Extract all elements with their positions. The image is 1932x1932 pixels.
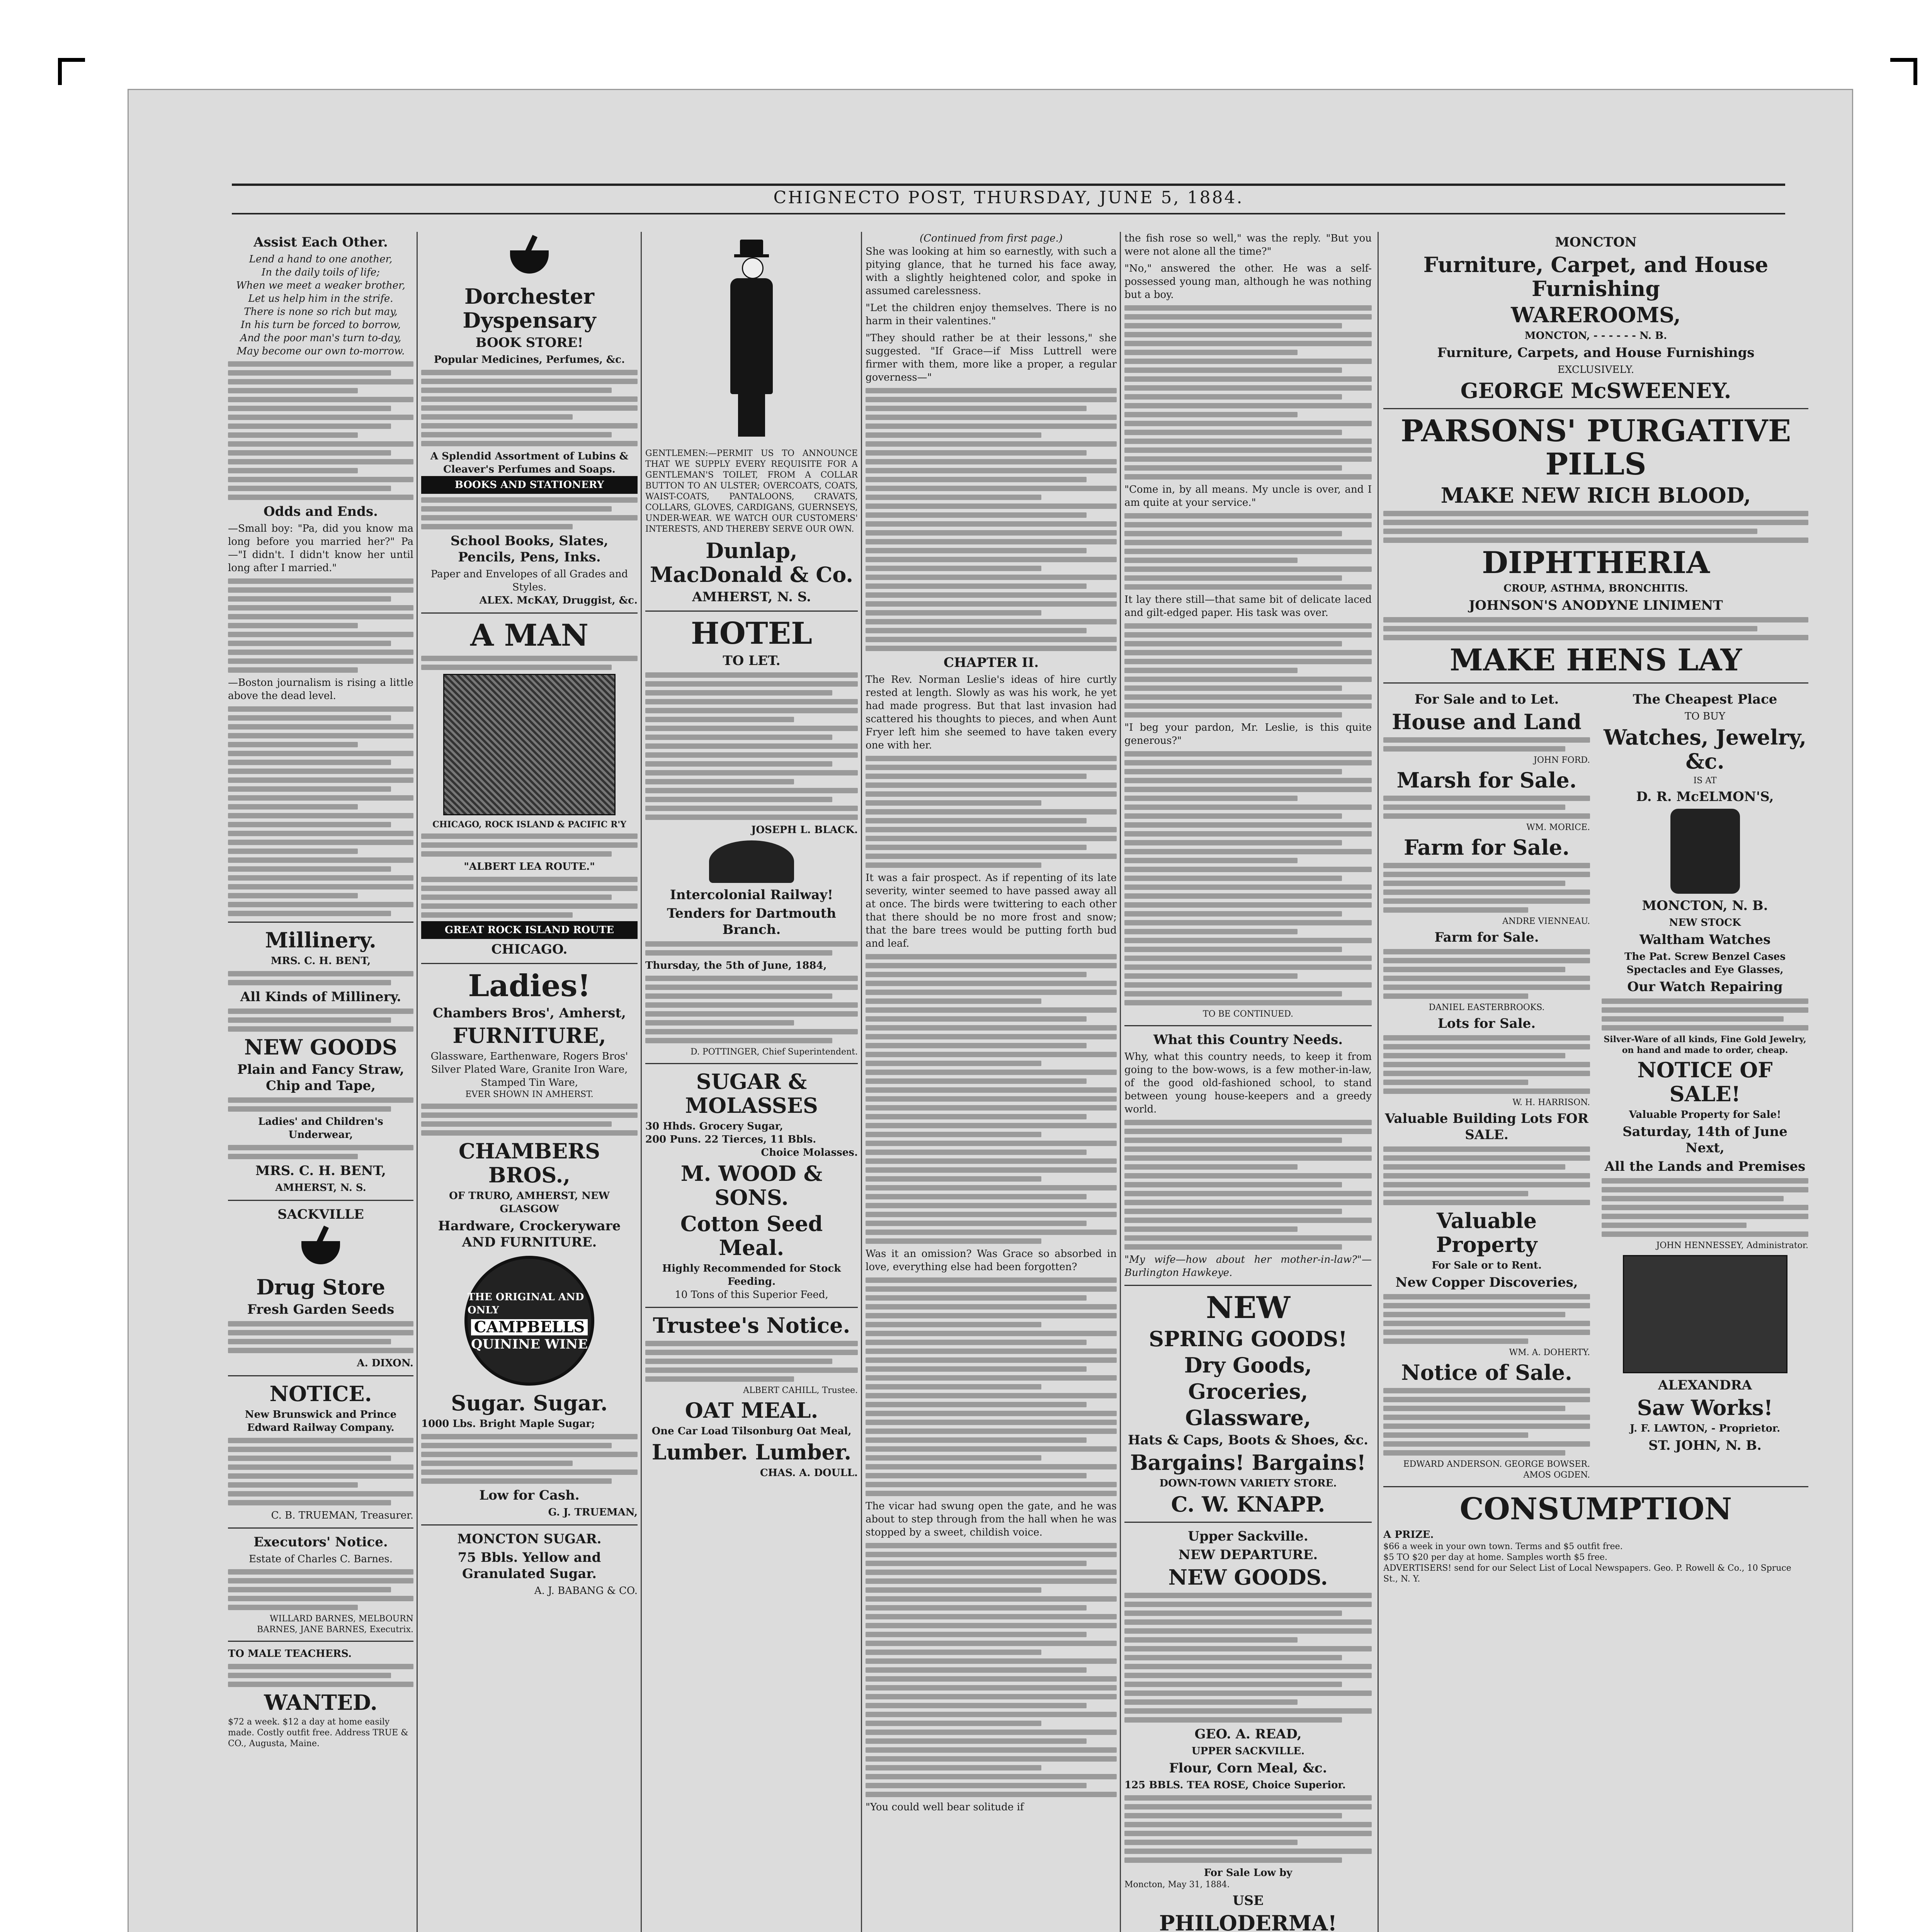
column-rule	[641, 232, 642, 1932]
truro-line: OF TRURO, AMHERST, NEW GLASGOW	[449, 1190, 610, 1215]
mortar-pestle-icon	[506, 235, 553, 281]
furniture-heading: Furniture, Carpet, and House Furnishing	[1423, 252, 1769, 301]
text-filler	[228, 1145, 413, 1159]
to-let-heading: TO LET.	[723, 653, 781, 668]
poem-line: Let us help him in the strife.	[248, 293, 393, 304]
drug-store-heading: Drug Store	[256, 1275, 385, 1299]
column-3	[645, 232, 858, 1932]
quinine-wine-badge	[464, 1256, 594, 1386]
column-5	[1124, 232, 1372, 1932]
odds-title: Odds and Ends.	[264, 504, 378, 519]
poem-line: In the daily toils of life;	[261, 267, 380, 278]
black-signature: JOSEPH L. BLACK.	[751, 824, 858, 836]
story-paragraph: It lay there still—that same bit of delicate laced and gilt-edged paper. His task was over.	[1124, 594, 1372, 619]
crest-icon	[709, 840, 794, 883]
hardware-heading: Hardware, Crockeryware AND FURNITURE.	[438, 1218, 621, 1250]
story-paragraph: "They should rather be at their lessons," she suggested. "If Grace—if Miss Luttrell were firmer with them, more like a proper, a regular governess—"	[866, 332, 1117, 383]
puns-line: 200 Puns. 22 Tierces, 11 Bbls.	[645, 1134, 816, 1145]
column-rule	[417, 232, 418, 1932]
text-filler	[1124, 1795, 1372, 1863]
doull-signature: CHAS. A. DOULL.	[760, 1467, 858, 1479]
column-rule	[861, 232, 862, 1932]
divider	[421, 963, 638, 964]
crop-mark-top-right	[1890, 58, 1917, 85]
lots-heading: Lots for Sale.	[1437, 1016, 1536, 1031]
warerooms-heading: WAREROOMS,	[1511, 303, 1681, 327]
sale-rent-line: For Sale or to Rent.	[1432, 1260, 1542, 1271]
notice-heading: NOTICE.	[269, 1381, 372, 1406]
sale-let-heading: For Sale and to Let.	[1414, 692, 1559, 707]
choice-molasses: Choice Molasses.	[761, 1147, 858, 1158]
divider	[228, 1641, 413, 1642]
upper-sackville-heading: Upper Sackville.	[1188, 1529, 1308, 1544]
lumber-heading: Lumber. Lumber.	[651, 1440, 852, 1464]
millinery-title: Millinery.	[265, 928, 376, 952]
text-filler	[228, 1664, 413, 1687]
babang-signature: A. J. BABANG & CO.	[534, 1585, 638, 1597]
advertisers-line: ADVERTISERS! send for our Select List of Local Newspapers. Geo. P. Rowell & Co., 10 Spruce St., N. Y.	[1383, 1563, 1791, 1584]
text-filler	[866, 756, 1117, 868]
needs-heading: What this Country Needs.	[1153, 1032, 1343, 1048]
sugar-heading: Sugar. Sugar.	[451, 1391, 608, 1415]
pottinger-signature: D. POTTINGER, Chief Superintendent.	[690, 1047, 858, 1057]
paper-line: Paper and Envelopes of all Grades and Styles.	[430, 568, 628, 593]
groceries: Groceries,	[1188, 1379, 1308, 1404]
benzel-line: The Pat. Screw Benzel Cases	[1624, 951, 1786, 963]
bargains-heading: Bargains! Bargains!	[1130, 1450, 1366, 1475]
divider	[1124, 1285, 1372, 1286]
ford-signature: JOHN FORD.	[1534, 755, 1590, 765]
new-goods-heading: NEW GOODS.	[1168, 1565, 1328, 1590]
notice-of-sale-heading: Notice of Sale.	[1401, 1360, 1572, 1385]
lands-heading: All the Lands and Premises	[1604, 1159, 1806, 1174]
parsons-pills-heading: PARSONS' PURGATIVE PILLS	[1400, 413, 1791, 482]
text-filler	[1383, 1388, 1590, 1456]
hats-line: Hats & Caps, Boots & Shoes, &c.	[1128, 1432, 1368, 1448]
great-rock-island-banner: GREAT ROCK ISLAND ROUTE	[421, 921, 638, 939]
consumption-heading: CONSUMPTION	[1459, 1492, 1732, 1527]
text-filler	[1124, 623, 1372, 718]
divider	[421, 612, 638, 614]
school-books-heading: School Books, Slates, Pencils, Pens, Inks.	[450, 533, 609, 565]
column-rule	[1120, 232, 1121, 1932]
text-filler	[1383, 796, 1590, 819]
divider	[421, 1524, 638, 1526]
poem-line: There is none so rich but may,	[244, 306, 398, 318]
millinery-firm: MRS. C. H. BENT,	[270, 955, 371, 967]
vienneau-signature: ANDRE VIENNEAU.	[1502, 917, 1590, 926]
valuable-lots-heading: Valuable Building Lots FOR SALE.	[1385, 1111, 1588, 1143]
text-filler	[1124, 1593, 1372, 1723]
text-filler	[421, 1104, 638, 1136]
text-filler	[1124, 305, 1372, 480]
continued-label: TO BE CONTINUED.	[1202, 1009, 1294, 1019]
ladies-heading: Ladies!	[468, 968, 591, 1003]
text-filler	[1383, 1035, 1590, 1094]
sackville-heading: SACKVILLE	[277, 1207, 364, 1222]
text-filler	[421, 877, 638, 918]
read-signature: GEO. A. READ,	[1194, 1726, 1302, 1742]
watches-heading: Watches, Jewelry, &c.	[1603, 725, 1807, 774]
text-filler	[421, 656, 638, 670]
poem-line: Lend a hand to one another,	[249, 253, 393, 265]
moncton-sugar-heading: MONCTON SUGAR.	[457, 1531, 602, 1547]
text-filler	[1383, 1294, 1590, 1344]
upper-sackville-label: UPPER SACKVILLE.	[1191, 1745, 1305, 1757]
bbls-sugar: 75 Bbls. Yellow and Granulated Sugar.	[457, 1550, 601, 1582]
divider	[645, 1307, 858, 1308]
text-filler	[421, 833, 638, 857]
text-filler	[1383, 949, 1590, 999]
to-buy: TO BUY	[1684, 711, 1726, 722]
text-filler	[1383, 511, 1808, 543]
moncton-nb: MONCTON, - - - - - - N. B.	[1524, 330, 1667, 342]
text-filler	[1383, 863, 1590, 913]
real-estate-column	[1383, 689, 1590, 1481]
assortment-line: A Splendid Assortment of Lubins & Cleaver's Perfumes and Soaps.	[430, 451, 629, 475]
story-paragraph: The vicar had swung open the gate, and he was about to step through from the hall when he was stopped by a sweet, childish voice.	[866, 1500, 1117, 1538]
harrison-signature: W. H. HARRISON.	[1512, 1098, 1590, 1107]
for-sale-low: For Sale Low by	[1204, 1867, 1293, 1879]
moncton-nb-2: MONCTON, N. B.	[1642, 898, 1768, 913]
books-stationery-banner: BOOKS AND STATIONERY	[421, 476, 638, 494]
highly-recommended: Highly Recommended for Stock Feeding.	[662, 1263, 841, 1287]
estate-heading: Estate of Charles C. Barnes.	[248, 1553, 393, 1565]
morice-signature: WM. MORICE.	[1526, 823, 1590, 832]
gentlemen-notice: GENTLEMEN:—PERMIT US TO ANNOUNCE THAT WE SUPPLY EVERY REQUISITE FOR A GENTLEMAN'S TOILET, FROM A COLLAR BUTTON TO AN ULSTER; OVERCOATS, COATS, WAIST-COATS, PANTALOONS, CRAVATS, COLLARS, GLOVES, CARDIGANS, GUERNSEYS, UNDER-WEAR. WE WATCH OUR CUSTOMERS' INTERESTS, AND THEREBY SERVE OUR OWN.	[645, 449, 858, 534]
text-filler	[1124, 1120, 1372, 1250]
text-filler	[1124, 751, 1372, 1005]
text-filler	[645, 672, 858, 820]
story-paragraph: "You could well bear solitude if	[866, 1801, 1024, 1813]
text-filler	[1602, 998, 1808, 1031]
tender-date: Thursday, the 5th of June, 1884,	[645, 960, 827, 971]
tenders-heading: Tenders for Dartmouth Branch.	[667, 906, 837, 937]
millinery-firm-signature: MRS. C. H. BENT,	[255, 1163, 386, 1179]
cheapest-heading: The Cheapest Place	[1633, 692, 1777, 707]
poem-line: May become our own to-morrow.	[236, 345, 405, 357]
story-paragraph: It was a fair prospect. As if repenting of its late severity, winter seemed to have passed away all at once. The birds were twittering to each other that there should be no more frost and snow; that the bare trees would be putting forth bud and leaf.	[866, 872, 1117, 949]
car-load: One Car Load Tilsonburg Oat Meal,	[651, 1425, 852, 1437]
five-twenty-line: $5 TO $20 per day at home. Samples worth $5 free.	[1383, 1553, 1607, 1562]
barnes-signature: WILLARD BARNES, MELBOURN BARNES, JANE BARNES, Executrix.	[257, 1614, 413, 1634]
dry-goods: Dry Goods,	[1184, 1353, 1312, 1378]
dispensary-heading: Dorchester Dyspensary	[463, 284, 596, 333]
diphtheria-heading: DIPHTHERIA	[1482, 545, 1710, 580]
dunlap-place: AMHERST, N. S.	[692, 589, 811, 605]
valuable-property-heading: Valuable Property	[1436, 1208, 1537, 1257]
exclusively-label: EXCLUSIVELY.	[1557, 364, 1634, 376]
story-paragraph: "Let the children enjoy themselves. There is no harm in their valentines."	[866, 302, 1117, 327]
grocery-sugar: 30 Hhds. Grocery Sugar,	[645, 1121, 783, 1132]
saw-works-heading: Saw Works!	[1637, 1395, 1773, 1420]
lawton-line: J. F. LAWTON, - Proprietor.	[1629, 1423, 1781, 1434]
divider	[1383, 682, 1808, 684]
odds-item: —Boston journalism is rising a little above the dead level.	[228, 677, 413, 702]
rich-blood-heading: MAKE NEW RICH BLOOD,	[1440, 483, 1751, 508]
column-rule	[1378, 232, 1379, 1932]
spectacles-line: Spectacles and Eye Glasses,	[1626, 964, 1784, 976]
repairing-heading: Our Watch Repairing	[1627, 979, 1783, 995]
text-filler	[228, 1321, 413, 1353]
text-filler	[421, 497, 638, 529]
chambers-amherst: Chambers Bros', Amherst,	[433, 1005, 626, 1021]
downtown-line: DOWN-TOWN VARIETY STORE.	[1159, 1478, 1337, 1489]
oat-meal-heading: OAT MEAL.	[685, 1398, 818, 1423]
text-filler	[228, 578, 413, 673]
divider	[1383, 408, 1808, 409]
text-filler	[866, 388, 1117, 651]
railway-map-illustration	[443, 674, 616, 815]
text-filler	[645, 1341, 858, 1382]
straw-heading: Plain and Fancy Straw, Chip and Tape,	[237, 1062, 405, 1094]
trustee-heading: Trustee's Notice.	[653, 1313, 850, 1338]
poem-line: When we meet a weaker brother,	[236, 280, 405, 291]
millinery-head: All Kinds of Millinery.	[240, 989, 401, 1005]
silverware-line: Silver-Ware of all kinds, Fine Gold Jewelry, on hand and made to order, cheap.	[1604, 1034, 1806, 1055]
trueman-signature: C. B. TRUEMAN, Treasurer.	[271, 1510, 413, 1521]
mckay-signature: ALEX. McKAY, Druggist, &c.	[479, 595, 638, 606]
new-stock: NEW STOCK	[1669, 917, 1741, 929]
alexandra-heading: ALEXANDRA	[1658, 1378, 1752, 1393]
jeweler-column	[1602, 689, 1808, 1481]
text-filler	[1383, 737, 1590, 752]
saturday-line: Saturday, 14th of June Next,	[1622, 1124, 1787, 1156]
railway-caption: CHICAGO, ROCK ISLAND & PACIFIC R'Y	[432, 820, 626, 830]
continued-note: (Continued from first page.)	[919, 233, 1063, 244]
trueman-signature: G. J. TRUEMAN,	[548, 1507, 638, 1518]
valuable-property-sale: Valuable Property for Sale!	[1629, 1109, 1781, 1121]
mcelmon-heading: D. R. McELMON'S,	[1636, 789, 1774, 804]
furniture-heading: FURNITURE,	[452, 1023, 606, 1048]
croup-line: CROUP, ASTHMA, BRONCHITIS.	[1503, 583, 1688, 594]
wanted-heading: WANTED.	[264, 1690, 378, 1715]
text-filler	[228, 361, 413, 500]
story-paragraph: She was looking at him so earnestly, with such a pitying glance, that he turned his face away, with a slightly heightened color, and spoke in assumed carelessness.	[866, 246, 1117, 297]
text-filler	[421, 370, 638, 446]
story-paragraph: "I beg your pardon, Mr. Leslie, is this quite generous?"	[1124, 722, 1372, 747]
johnsons-heading: JOHNSON'S ANODYNE LINIMENT	[1469, 598, 1723, 613]
text-filler	[1383, 617, 1808, 640]
story-paragraph: Was it an omission? Was Grace so absorbed in love, everything else had been forgotten?	[866, 1248, 1117, 1273]
divider	[1124, 1522, 1372, 1523]
tea-rose-line: 125 BBLS. TEA ROSE, Choice Superior.	[1124, 1779, 1346, 1791]
philoderma-heading: PHILODERMA!	[1159, 1911, 1337, 1932]
anderson-signature: EDWARD ANDERSON. GEORGE BOWSER. AMOS OGDEN.	[1403, 1459, 1590, 1480]
fresh-seeds-heading: Fresh Garden Seeds	[247, 1302, 395, 1317]
text-filler	[228, 1438, 413, 1505]
notice-subheading: New Brunswick and Prince Edward Railway Company.	[245, 1409, 397, 1434]
text-filler	[645, 976, 858, 1043]
text-filler	[228, 1569, 413, 1610]
book-store-heading: BOOK STORE!	[475, 335, 583, 350]
house-land-heading: House and Land	[1392, 709, 1582, 734]
needs-paragraph: "My wife—how about her mother-in-law?"—Burlington Hawkeye.	[1124, 1254, 1372, 1279]
lower-split	[1383, 689, 1808, 1481]
wine-sub-label: QUININE WINE	[471, 1337, 588, 1352]
poem-line: And the poor man's turn to-day,	[240, 332, 401, 344]
marsh-heading: Marsh for Sale.	[1396, 768, 1577, 793]
cotton-seed-heading: Cotton Seed Meal.	[680, 1211, 823, 1260]
albert-lea-route: "ALBERT LEA ROUTE."	[464, 861, 595, 872]
a-man-heading: A MAN	[470, 618, 588, 653]
column-4	[866, 232, 1117, 1932]
text-filler	[1383, 1146, 1590, 1205]
crop-mark-top-left	[58, 58, 85, 85]
mcsweeney-signature: GEORGE McSWEENEY.	[1460, 378, 1731, 403]
moncton-date: Moncton, May 31, 1884.	[1124, 1880, 1230, 1889]
column-1	[228, 232, 413, 1932]
is-at: IS AT	[1693, 776, 1717, 786]
flour-heading: Flour, Corn Meal, &c.	[1169, 1760, 1327, 1776]
glassware: Glassware,	[1185, 1405, 1311, 1430]
use-heading: USE	[1232, 1893, 1264, 1908]
text-filler	[228, 706, 413, 916]
cahill-signature: ALBERT CAHILL, Trustee.	[743, 1386, 858, 1395]
prize-line: A PRIZE.	[1383, 1529, 1434, 1541]
waltham-heading: Waltham Watches	[1639, 932, 1771, 947]
wine-name-label: CAMPBELLS	[471, 1319, 588, 1335]
dixon-signature: A. DIXON.	[357, 1357, 413, 1369]
column-6	[1383, 232, 1808, 1932]
sugar-molasses-heading: SUGAR & MOLASSES	[685, 1069, 818, 1118]
moncton-heading: MONCTON	[1555, 235, 1637, 250]
st-john-line: ST. JOHN, N. B.	[1648, 1438, 1762, 1453]
wanted-price: $72 a week. $12 a day at home easily made. Costly outfit free. Address TRUE & CO., Augusta, Maine.	[228, 1717, 408, 1748]
odds-item: —Small boy: "Pa, did you know ma long before you married her?" Pa—"I didn't. I didn't know her until long after I married."	[228, 523, 413, 574]
story-paragraph: "No," answered the other. He was a self-possessed young man, although he was nothing but a boy.	[1124, 263, 1372, 301]
divider	[1124, 1025, 1372, 1026]
divider	[645, 1063, 858, 1064]
new-departure-heading: NEW DEPARTURE.	[1178, 1547, 1318, 1563]
hens-heading: MAKE HENS LAY	[1449, 643, 1742, 678]
masthead	[232, 184, 1785, 214]
popular-medicines: Popular Medicines, Perfumes, &c.	[434, 354, 625, 366]
divider	[228, 1200, 413, 1201]
text-filler	[866, 1277, 1117, 1496]
text-filler	[228, 971, 413, 985]
clock-icon	[1670, 809, 1740, 894]
spring-goods-heading: SPRING GOODS!	[1149, 1327, 1347, 1351]
knapp-signature: C. W. KNAPP.	[1171, 1492, 1325, 1517]
mortar-pestle-icon	[298, 1226, 344, 1272]
poem-line: In his turn be forced to borrow,	[240, 319, 401, 331]
intercolonial-heading: Intercolonial Railway!	[670, 887, 833, 903]
needs-paragraph: Why, what this country needs, to keep it from going to the bow-wows, is a few mother-in-law, of the good old-fashioned school, to stand between young house-keepers and a greedy world.	[1124, 1051, 1372, 1115]
farm-sale-heading: Farm for Sale.	[1404, 835, 1570, 860]
wood-sons-heading: M. WOOD & SONS.	[680, 1161, 823, 1210]
divider	[228, 1527, 413, 1529]
chambers-bros-heading: CHAMBERS BROS.,	[458, 1139, 600, 1187]
hennessey-signature: JOHN HENNESSEY, Administrator.	[1656, 1241, 1808, 1250]
doherty-signature: WM. A. DOHERTY.	[1509, 1348, 1590, 1357]
chapter-heading: CHAPTER II.	[943, 655, 1039, 670]
new-heading: NEW	[1206, 1290, 1291, 1325]
saw-illustration	[1623, 1255, 1787, 1373]
farm-sale-heading-2: Farm for Sale.	[1434, 930, 1539, 945]
story-paragraph: The Rev. Norman Leslie's ideas of hire curtly rested at length. Slowly as was his work, he yet had made progress. But that last invasion had scattered his thoughts to pieces, and when Aunt Fryer left him she seemed to have taken every one with her.	[866, 674, 1117, 751]
text-filler	[645, 941, 858, 956]
sixty-six-line: $66 a week in your own town. Terms and $5 outfit free.	[1383, 1542, 1623, 1551]
tons-line: 10 Tons of this Superior Feed,	[675, 1289, 828, 1301]
poem-body	[228, 253, 413, 358]
text-filler	[866, 1543, 1117, 1797]
furniture-items: Glassware, Earthenware, Rogers Bros' Silver Plated Ware, Granite Iron Ware, Stamped Tin Ware,	[430, 1051, 628, 1088]
easterbrooks-signature: DANIEL EASTERBROOKS.	[1429, 1003, 1545, 1012]
maple-sugar: 1000 Lbs. Bright Maple Sugar;	[421, 1418, 595, 1430]
poem-title: Assist Each Other.	[253, 235, 388, 250]
text-filler	[1602, 1178, 1808, 1237]
low-cash: Low for Cash.	[479, 1488, 580, 1503]
hotel-heading: HOTEL	[691, 616, 812, 651]
text-filler	[228, 1097, 413, 1112]
divider	[1383, 1486, 1808, 1487]
divider	[228, 922, 413, 923]
text-filler	[421, 1434, 638, 1484]
male-teachers-heading: TO MALE TEACHERS.	[228, 1648, 352, 1660]
millinery-place: AMHERST, N. S.	[275, 1182, 366, 1194]
dunlap-heading: Dunlap, MacDonald & Co.	[650, 538, 854, 587]
chicago-label: CHICAGO.	[491, 942, 568, 957]
masthead-title: CHIGNECTO POST, THURSDAY, JUNE 5, 1884.	[773, 188, 1244, 207]
executors-heading: Executors' Notice.	[253, 1534, 388, 1550]
text-filler	[866, 954, 1117, 1244]
wine-top-label: THE ORIGINAL AND ONLY	[468, 1291, 584, 1316]
column-2	[421, 232, 638, 1932]
story-paragraph: "Come in, by all means. My uncle is over, and I am quite at your service."	[1124, 484, 1372, 509]
text-filler	[228, 1009, 413, 1032]
text-filler	[1124, 513, 1372, 590]
ever-shown: EVER SHOWN IN AMHERST.	[465, 1090, 594, 1099]
story-paragraph: the fish rose so well," was the reply. "But you were not alone all the time?"	[1124, 233, 1372, 257]
notice-sale-heading: NOTICE OF SALE!	[1637, 1058, 1773, 1106]
furniture-subheading: Furniture, Carpets, and House Furnishings	[1437, 345, 1755, 361]
ladies-underwear: Ladies' and Children's Underwear,	[258, 1116, 383, 1141]
divider	[228, 1375, 413, 1376]
divider	[645, 611, 858, 612]
new-goods-heading: NEW GOODS	[244, 1035, 397, 1060]
gentleman-illustration	[726, 240, 777, 440]
copper-heading: New Copper Discoveries,	[1395, 1275, 1578, 1290]
